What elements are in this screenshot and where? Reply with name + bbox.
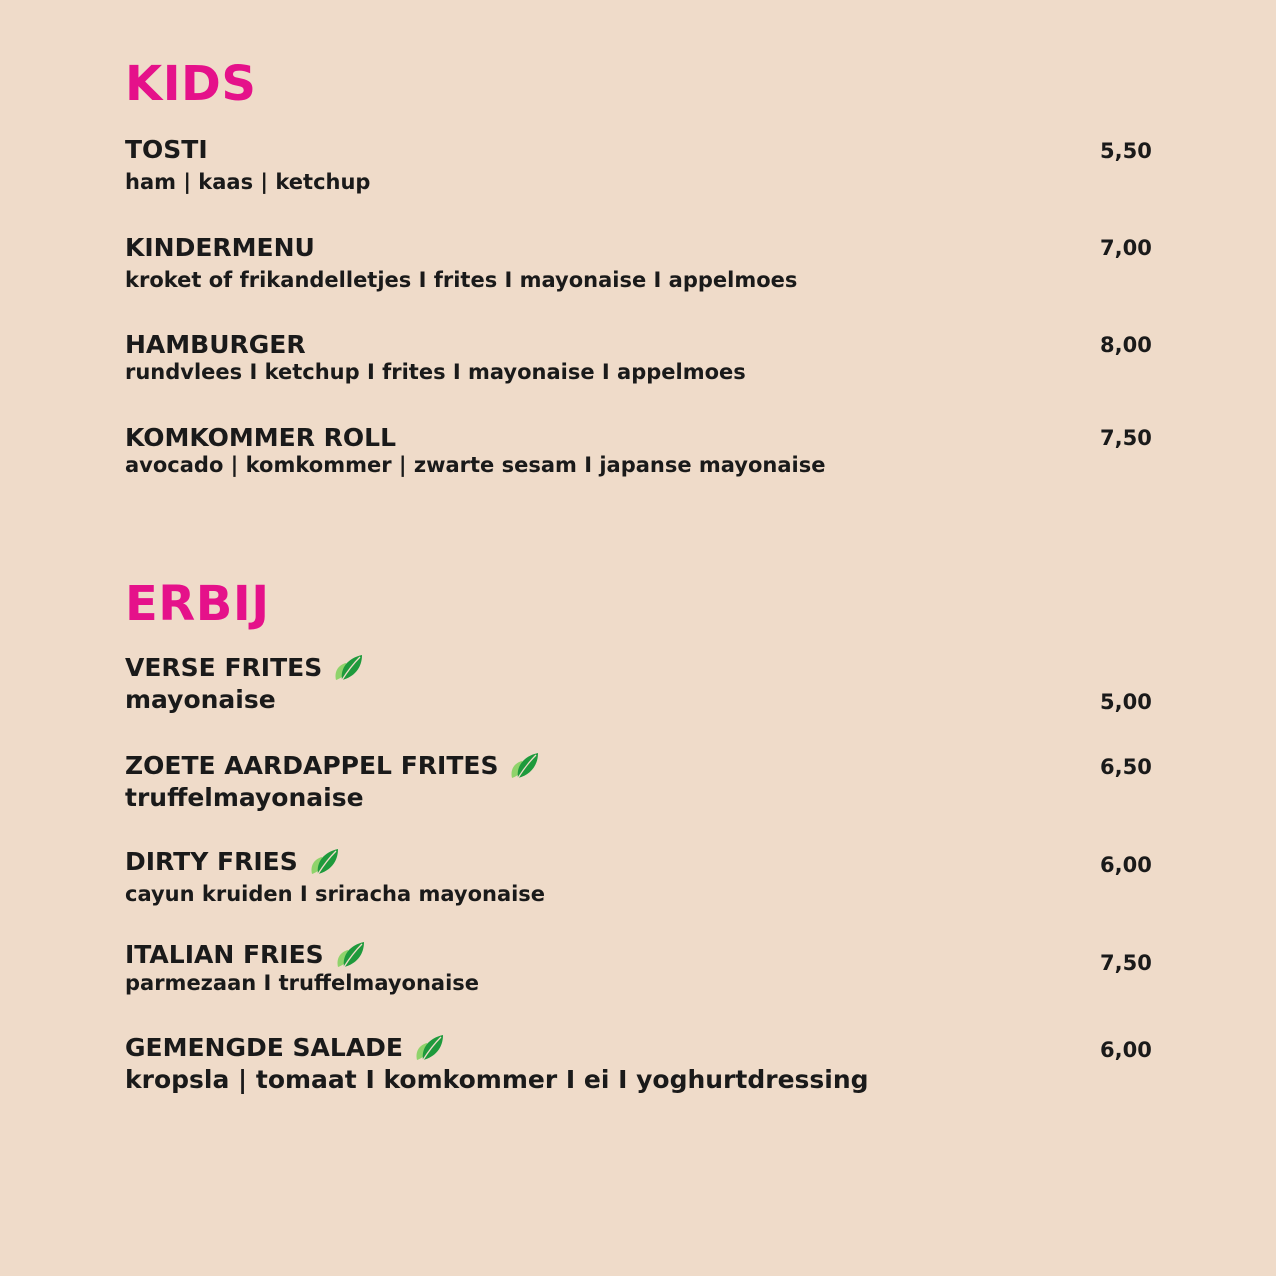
item-description: cayun kruiden I sriracha mayonaise [125, 882, 546, 906]
item-price: 7,00 [1100, 236, 1152, 260]
item-price: 5,00 [1100, 690, 1152, 714]
item-price: 7,50 [1100, 426, 1152, 450]
item-price: 6,50 [1100, 755, 1152, 779]
item-description: kroket of frikandelletjes I frites I mayonaise I appelmoes [125, 268, 798, 292]
item-name: ZOETE AARDAPPEL FRITES [125, 750, 499, 780]
item-description: parmezaan I truffelmayonaise [125, 971, 480, 995]
vegan-leaf-icon [411, 1032, 445, 1062]
item-name: GEMENGDE SALADE [125, 1032, 403, 1062]
item-price: 6,00 [1100, 853, 1152, 877]
vegan-leaf-icon [332, 939, 366, 969]
item-description: avocado | komkommer | zwarte sesam I japanse mayonaise [125, 453, 826, 477]
item-name: KINDERMENU [125, 233, 315, 262]
item-name: KOMKOMMER ROLL [125, 423, 397, 452]
item-name: HAMBURGER [125, 330, 306, 359]
kids-section-title: KIDS [125, 56, 257, 112]
item-price: 7,50 [1100, 951, 1152, 975]
item-name: TOSTI [125, 135, 208, 164]
item-description: truffelmayonaise [125, 783, 364, 812]
vegan-leaf-icon [306, 846, 340, 876]
item-description: mayonaise [125, 685, 276, 714]
item-name: DIRTY FRIES [125, 846, 298, 876]
item-description: kropsla | tomaat I komkommer I ei I yoghurtdressing [125, 1065, 869, 1094]
item-price: 5,50 [1100, 139, 1152, 163]
item-price: 8,00 [1100, 333, 1152, 357]
vegan-leaf-icon [330, 652, 364, 682]
item-description: rundvlees I ketchup I frites I mayonaise I appelmoes [125, 360, 746, 384]
item-name: ITALIAN FRIES [125, 939, 324, 969]
item-description: ham | kaas | ketchup [125, 170, 371, 194]
item-name: VERSE FRITES [125, 652, 323, 682]
erbij-section-title: ERBIJ [125, 576, 270, 632]
vegan-leaf-icon [506, 750, 540, 780]
item-price: 6,00 [1100, 1038, 1152, 1062]
